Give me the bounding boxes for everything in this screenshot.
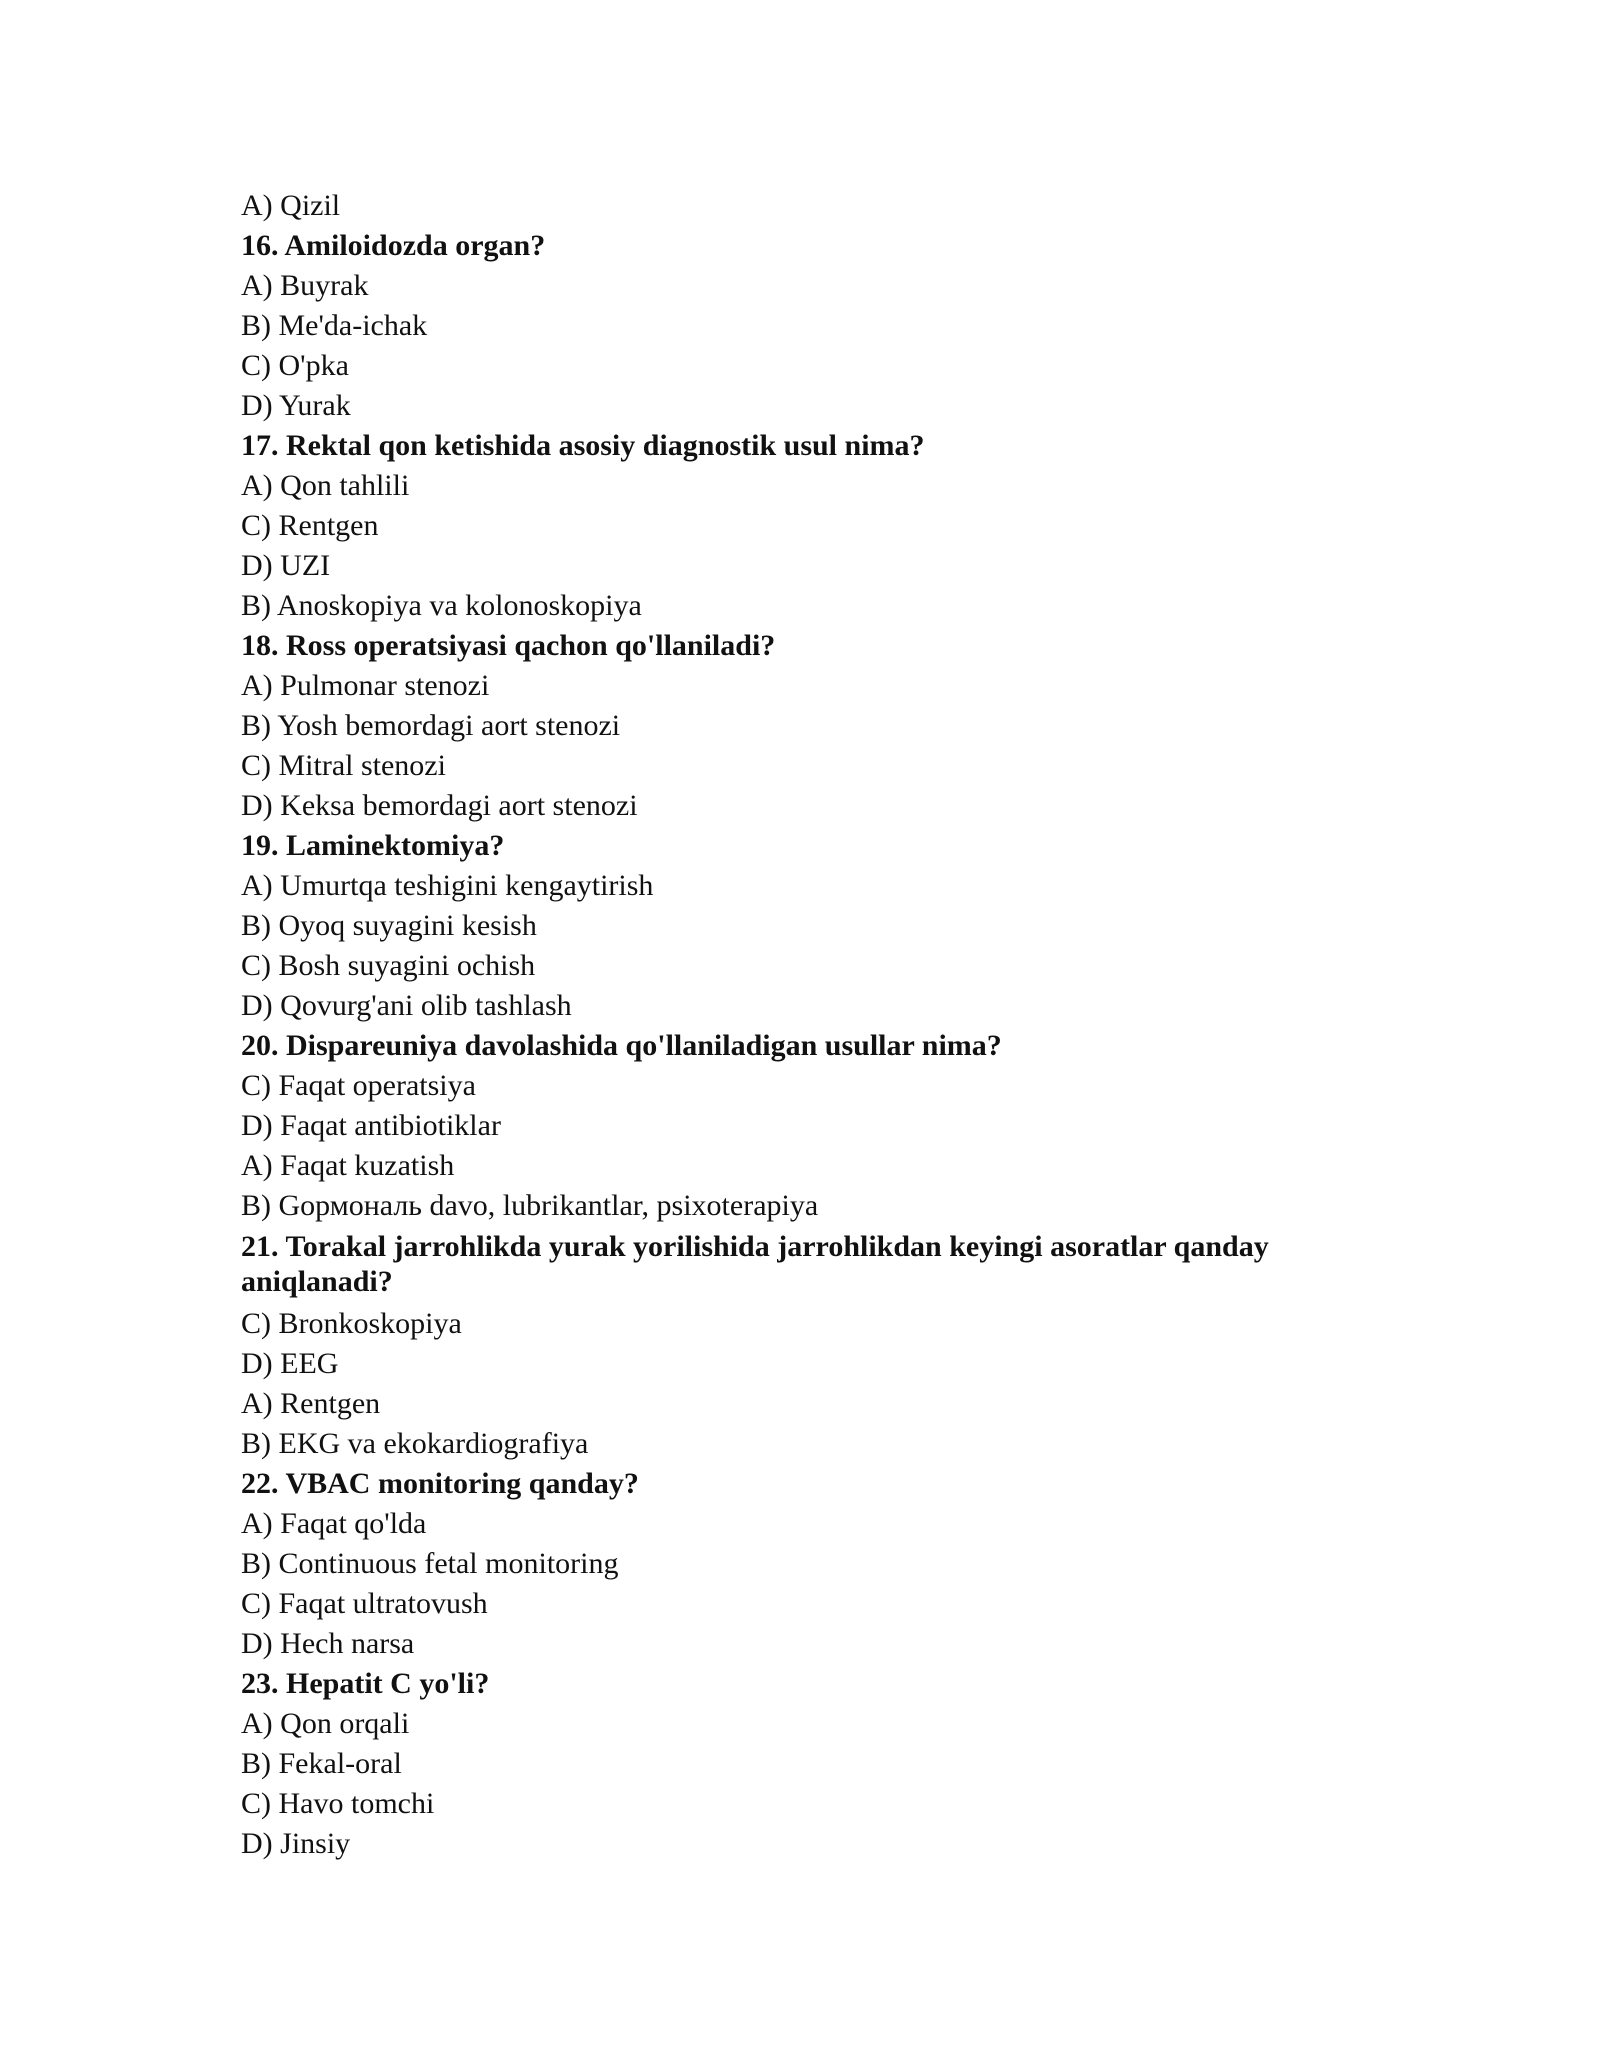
answer-option: C) Havo tomchi <box>241 1787 435 1820</box>
question-title: 22. VBAC monitoring qanday? <box>241 1467 639 1500</box>
question-title: 21. Torakal jarrohlikda yurak yorilishida jarrohlikdan keyingi asoratlar qanday aniqlanadi? <box>241 1230 1269 1298</box>
question-title: 23. Hepatit C yo'li? <box>241 1667 490 1700</box>
answer-option: B) Continuous fetal monitoring <box>241 1547 619 1580</box>
answer-option: D) Jinsiy <box>241 1827 351 1860</box>
question-block-17 <box>241 426 1381 626</box>
answer-option: B) Anoskopiya va kolonoskopiya <box>241 589 642 622</box>
question-title: 18. Ross operatsiyasi qachon qo'llaniladi? <box>241 629 776 662</box>
answer-option: B) Yosh bemordagi aort stenozi <box>241 709 621 742</box>
answer-option: B) Me'da-ichak <box>241 309 428 342</box>
answer-option: D) UZI <box>241 549 331 582</box>
answer-option: A) Buyrak <box>241 269 369 302</box>
question-block-18 <box>241 626 1381 826</box>
answer-option: A) Rentgen <box>241 1387 381 1420</box>
question-title: 20. Dispareuniya davolashida qo'llaniladigan usullar nima? <box>241 1029 1002 1062</box>
answer-option: C) Mitral stenozi <box>241 749 446 782</box>
question-block-20 <box>241 1026 1381 1226</box>
answer-option: A) Faqat kuzatish <box>241 1149 455 1182</box>
question-title: 17. Rektal qon ketishida asosiy diagnostik usul nima? <box>241 429 925 462</box>
question-title: 16. Amiloidozda organ? <box>241 229 546 262</box>
answer-option: B) Oyoq suyagini kesish <box>241 909 537 942</box>
answer-option: A) Pulmonar stenozi <box>241 669 490 702</box>
answer-option: A) Umurtqa teshigini kengaytirish <box>241 869 654 902</box>
answer-option: C) Faqat operatsiya <box>241 1069 476 1102</box>
question-block-16 <box>241 226 1381 426</box>
document-page <box>241 186 1381 1864</box>
answer-option: D) Keksa bemordagi aort stenozi <box>241 789 638 822</box>
question-block-21 <box>241 1226 1381 1464</box>
answer-option: C) Bronkoskopiya <box>241 1307 462 1340</box>
answer-option: D) Qovurg'ani olib tashlash <box>241 989 572 1022</box>
answer-option: A) Qon orqali <box>241 1707 410 1740</box>
answer-option: D) Faqat antibiotiklar <box>241 1109 501 1142</box>
answer-option: D) Hech narsa <box>241 1627 415 1660</box>
answer-option: C) O'pka <box>241 349 349 382</box>
answer-option: B) Gормональ davo, lubrikantlar, psixoterapiya <box>241 1189 819 1222</box>
question-block-19 <box>241 826 1381 1026</box>
answer-option: A) Qizil <box>241 189 341 222</box>
answer-option: D) Yurak <box>241 389 351 422</box>
answer-option: A) Faqat qo'lda <box>241 1507 427 1540</box>
question-title: 19. Laminektomiya? <box>241 829 505 862</box>
answer-option: C) Bosh suyagini ochish <box>241 949 536 982</box>
answer-option: C) Rentgen <box>241 509 379 542</box>
answer-option: C) Faqat ultratovush <box>241 1587 488 1620</box>
answer-option: D) EEG <box>241 1347 339 1380</box>
answer-option: A) Qon tahlili <box>241 469 410 502</box>
answer-option: B) Fekal-oral <box>241 1747 402 1780</box>
question-block-23 <box>241 1664 1381 1864</box>
question-block-22 <box>241 1464 1381 1664</box>
answer-option: B) EKG va ekokardiografiya <box>241 1427 589 1460</box>
